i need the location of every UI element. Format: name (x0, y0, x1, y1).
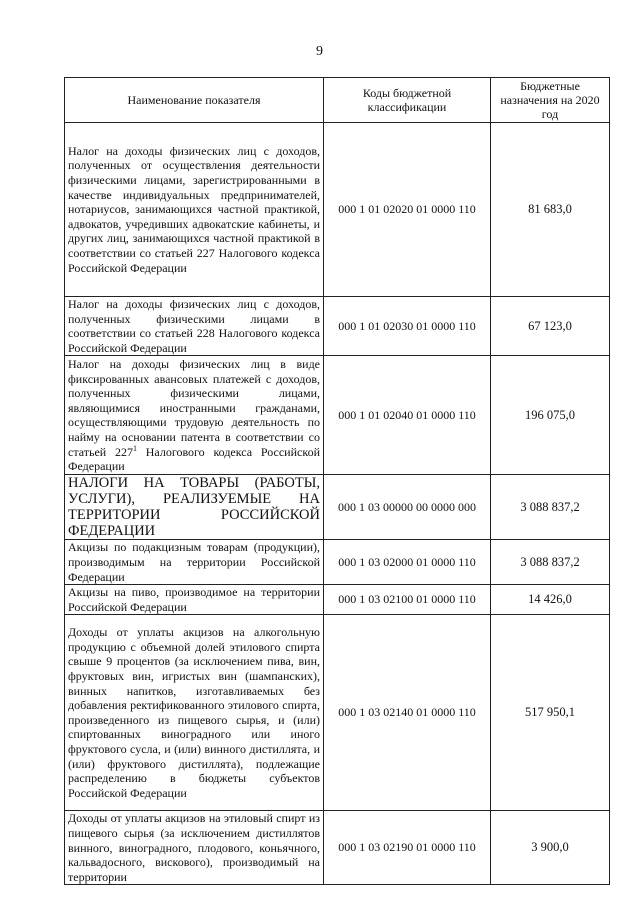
row-name: Доходы от уплаты акцизов на этиловый спирт из пищевого сырья (за исключением дистиллятов винного, виноградного, плодового, коньячного, кальвадосного, вискового), производимый на территории (65, 811, 324, 885)
row-code: 000 1 03 02190 01 0000 110 (324, 811, 491, 885)
header-name: Наименование показателя (65, 78, 324, 123)
row-value: 3 088 837,2 (491, 475, 610, 540)
row-code: 000 1 01 02030 01 0000 110 (324, 297, 491, 356)
row-name: Налог на доходы физических лиц с доходов, полученных от осуществления деятельности физическими лицами, зарегистрированными в качестве индивидуальных предпринимателей, нотариусов, занимающихся частной практикой, адвокатов, учредивших адвокатские кабинеты, и других лиц, занимающихся частной практикой в соответствии со статьей 227 Налогового кодекса Российской Федерации (65, 123, 324, 297)
table-row (65, 615, 610, 811)
table-row (65, 475, 610, 540)
row-value: 517 950,1 (491, 615, 610, 811)
page-number: 9 (316, 44, 323, 59)
table-row (65, 585, 610, 615)
row-name: Доходы от уплаты акцизов на алкогольную продукцию с объемной долей этилового спирта свыше 9 процентов (за исключением пива, вин, фруктовых вин, игристых вин (шампанских), винных напитков, изготавливаемых без добавления ректификованного этилового спирта, произведенного из пищевого сырья, и (или) спиртованных виноградного или иного фруктового сусла, и (или) винного дистиллята, и (или) фруктового дистиллята), подлежащие распределению в бюджеты субъектов Российской Федерации (65, 615, 324, 811)
table-row (65, 123, 610, 297)
row-value: 3 900,0 (491, 811, 610, 885)
table-header-row (65, 78, 610, 123)
row-name (65, 356, 324, 475)
row-code: 000 1 01 02040 01 0000 110 (324, 356, 491, 475)
row-code: 000 1 01 02020 01 0000 110 (324, 123, 491, 297)
table-row (65, 356, 610, 475)
row-name: НАЛОГИ НА ТОВАРЫ (РАБОТЫ, УСЛУГИ), РЕАЛИЗУЕМЫЕ НА ТЕРРИТОРИИ РОССИЙСКОЙ ФЕДЕРАЦИИ (65, 475, 324, 540)
row-name: Налог на доходы физических лиц с доходов, полученных физическими лицами в соответствии со статьей 228 Налогового кодекса Российской Федерации (65, 297, 324, 356)
table-row (65, 297, 610, 356)
row-name-tail: Налогового кодекса Российской Федерации (68, 444, 320, 474)
row-value: 81 683,0 (491, 123, 610, 297)
table-row (65, 811, 610, 885)
row-name: Акцизы по подакцизным товарам (продукции), производимым на территории Российской Федерации (65, 540, 324, 585)
header-code: Коды бюджетной классификации (324, 78, 491, 123)
header-value: Бюджетные назначения на 2020 год (491, 78, 610, 123)
budget-table (64, 77, 610, 885)
row-value: 3 088 837,2 (491, 540, 610, 585)
row-code: 000 1 03 02000 01 0000 110 (324, 540, 491, 585)
row-value: 196 075,0 (491, 356, 610, 475)
row-code: 000 1 03 02100 01 0000 110 (324, 585, 491, 615)
row-code: 000 1 03 02140 01 0000 110 (324, 615, 491, 811)
table-row (65, 540, 610, 585)
row-name: Акцизы на пиво, производимое на территории Российской Федерации (65, 585, 324, 615)
row-code: 000 1 03 00000 00 0000 000 (324, 475, 491, 540)
row-value: 67 123,0 (491, 297, 610, 356)
row-name-superscript: 1 (132, 443, 137, 453)
row-name-text: Налог на доходы физических лиц в виде фиксированных авансовых платежей с доходов, полученных физическими лицами, являющимися иностранными гражданами, осуществляющими трудовую деятельность по найму на основании патента в соответствии со статьей 227 (68, 357, 320, 459)
row-value: 14 426,0 (491, 585, 610, 615)
